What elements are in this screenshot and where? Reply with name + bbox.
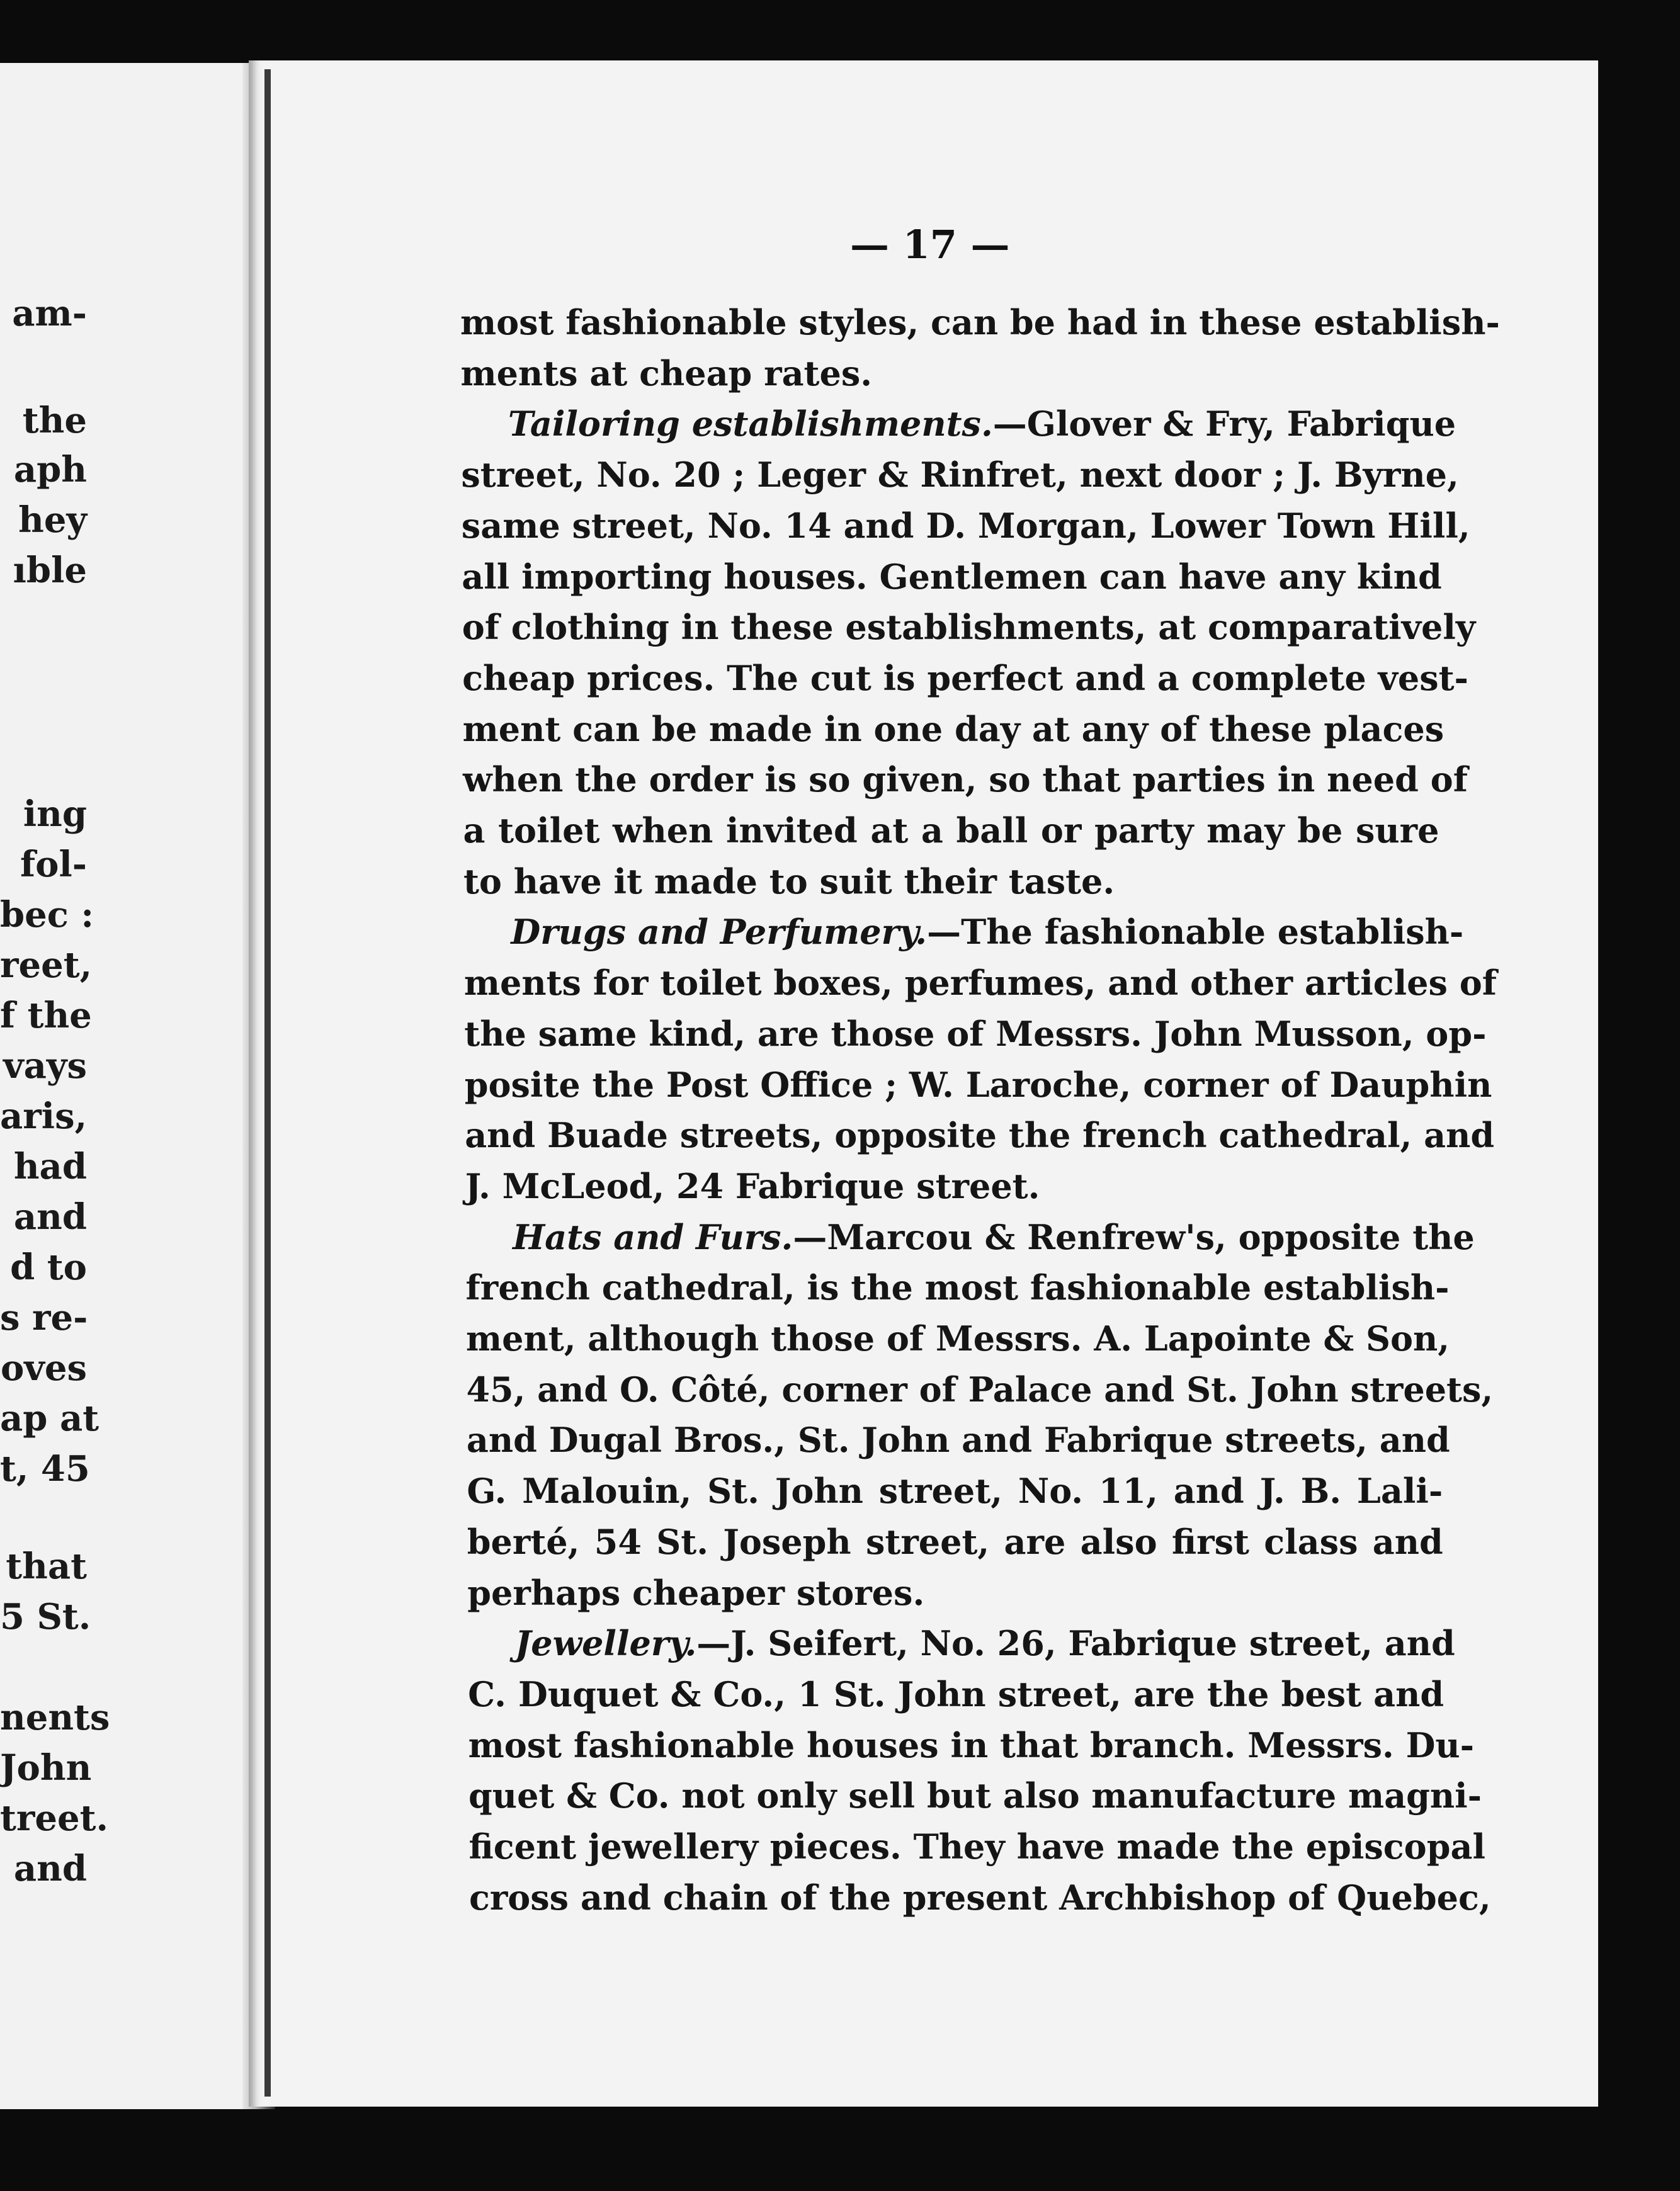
left-page-fragment: and: [13, 1196, 87, 1238]
line-text: —Marcou & Renfrew's, opposite the: [793, 1216, 1475, 1257]
left-page-fragment: d to: [10, 1247, 87, 1288]
left-page-fragment: f the: [0, 995, 92, 1036]
line-text: most fashionable houses in that branch. Messrs. Du-: [468, 1724, 1475, 1765]
line-text: and Dugal Bros., St. John and Fabrique streets, and: [466, 1420, 1450, 1461]
line-text: most fashionable styles, can be had in these establish-: [460, 302, 1500, 343]
line-text: cheap prices. The cut is perfect and a complete vest-: [462, 657, 1468, 698]
line-text: to have it made to suit their taste.: [463, 861, 1115, 902]
text-line: [460, 302, 1500, 343]
line-text: —The fashionable establish-: [927, 912, 1464, 953]
line-text: ments at cheap rates.: [460, 353, 873, 393]
left-page-fragment: 5 St.: [0, 1596, 91, 1638]
section-heading: Drugs and Perfumery.: [511, 912, 928, 953]
line-text: —Glover & Fry, Fabrique: [992, 404, 1456, 444]
left-page-fragment: ap at: [0, 1398, 99, 1439]
text-line: [462, 607, 1476, 648]
text-line: [464, 1013, 1487, 1054]
line-text: all importing houses. Gentlemen can have any kind: [462, 556, 1442, 597]
text-line: [461, 505, 1470, 546]
left-page-fragment: bec :: [0, 894, 94, 936]
line-text: ments for toilet boxes, perfumes, and other articles of: [463, 963, 1497, 1004]
line-text: a toilet when invited at a ball or party may be sure: [463, 810, 1439, 851]
text-line: [468, 1826, 1485, 1867]
text-line: [465, 1115, 1495, 1156]
text-line: [468, 1877, 1491, 1918]
text-line: [467, 1572, 925, 1613]
section-heading: Tailoring establishments.: [508, 404, 993, 444]
text-line: [463, 810, 1439, 851]
line-text: posite the Post Office ; W. Laroche, corner of Dauphin: [464, 1064, 1492, 1105]
left-page-fragment: nents: [0, 1697, 110, 1738]
line-text: and Buade streets, opposite the french cathedral, and: [465, 1115, 1495, 1156]
left-page: [0, 63, 268, 2109]
line-text: when the order is so given, so that parties in need of: [463, 759, 1468, 800]
text-line: [466, 1318, 1450, 1359]
text-line: [461, 455, 1459, 495]
left-page-fragment: ing: [23, 793, 87, 835]
text-line: [467, 1471, 1443, 1512]
left-page-fragment: s re-: [0, 1297, 88, 1339]
text-line: [465, 1165, 1040, 1206]
line-text: ment, although those of Messrs. A. Lapointe & Son,: [466, 1318, 1450, 1359]
section-heading: Jewellery.: [514, 1623, 697, 1664]
text-line: [467, 1521, 1443, 1562]
text-line: [468, 1673, 1444, 1714]
line-text: street, No. 20 ; Leger & Rinfret, next door ; J. Byrne,: [461, 455, 1459, 495]
line-text: G. Malouin, St. John street, No. 11, and J. B. Lali-: [467, 1471, 1443, 1512]
line-text: ficent jewellery pieces. They have made the episcopal: [468, 1826, 1485, 1867]
text-line: [468, 1775, 1482, 1816]
page-edge-shadow: [264, 69, 271, 2097]
line-text: the same kind, are those of Messrs. John Musson, op-: [464, 1013, 1487, 1054]
line-text: C. Duquet & Co., 1 St. John street, are the best and: [468, 1673, 1444, 1714]
text-line: [511, 912, 1464, 953]
text-line: [462, 556, 1442, 597]
line-text: ment can be made in one day at any of these places: [462, 708, 1444, 749]
left-page-fragment: fol-: [20, 844, 87, 885]
page-number: — 17 —: [850, 222, 1010, 268]
left-page-fragment: had: [13, 1146, 87, 1187]
line-text: same street, No. 14 and D. Morgan, Lower Town Hill,: [461, 505, 1470, 546]
left-page-fragment: the: [22, 400, 87, 441]
left-page-fragment: ıble: [13, 550, 87, 591]
line-text: 45, and O. Côté, corner of Palace and St. John streets,: [466, 1369, 1494, 1410]
line-text: of clothing in these establishments, at comparatively: [462, 607, 1476, 648]
left-page-fragment: John: [0, 1747, 92, 1789]
text-line: [466, 1420, 1450, 1461]
text-line: [462, 657, 1468, 698]
line-text: perhaps cheaper stores.: [467, 1572, 925, 1613]
left-page-fragment: reet,: [0, 944, 93, 986]
left-page-fragment: and: [13, 1848, 87, 1889]
left-page-fragment: am-: [12, 293, 87, 334]
text-line: [462, 708, 1444, 749]
left-page-fragment: that: [6, 1546, 87, 1587]
line-text: french cathedral, is the most fashionable establish-: [465, 1267, 1450, 1308]
line-text: berté, 54 St. Joseph street, are also first class and: [467, 1521, 1443, 1562]
text-line: [463, 963, 1497, 1004]
text-line: [466, 1369, 1494, 1410]
text-line: [508, 404, 1456, 444]
text-line: [463, 759, 1468, 800]
left-page-fragment: vays: [3, 1045, 87, 1087]
text-line: [465, 1267, 1450, 1308]
left-page-fragment: aris,: [0, 1096, 88, 1137]
text-line: [514, 1623, 1455, 1664]
line-text: quet & Co. not only sell but also manufacture magni-: [468, 1775, 1482, 1816]
text-line: [460, 353, 873, 393]
text-line: [513, 1216, 1475, 1257]
left-page-fragment: treet.: [0, 1798, 108, 1839]
left-page-fragment: t, 45: [0, 1448, 90, 1490]
text-line: [463, 861, 1115, 902]
left-page-fragment: oves: [0, 1347, 87, 1389]
left-page-fragment: aph: [13, 449, 87, 490]
line-text: J. McLeod, 24 Fabrique street.: [465, 1165, 1040, 1206]
line-text: cross and chain of the present Archbishop of Quebec,: [468, 1877, 1491, 1918]
text-line: [464, 1064, 1492, 1105]
text-line: [468, 1724, 1475, 1765]
line-text: —J. Seifert, No. 26, Fabrique street, and: [696, 1623, 1455, 1664]
left-page-fragment: hey: [18, 499, 87, 541]
section-heading: Hats and Furs.: [513, 1216, 793, 1257]
